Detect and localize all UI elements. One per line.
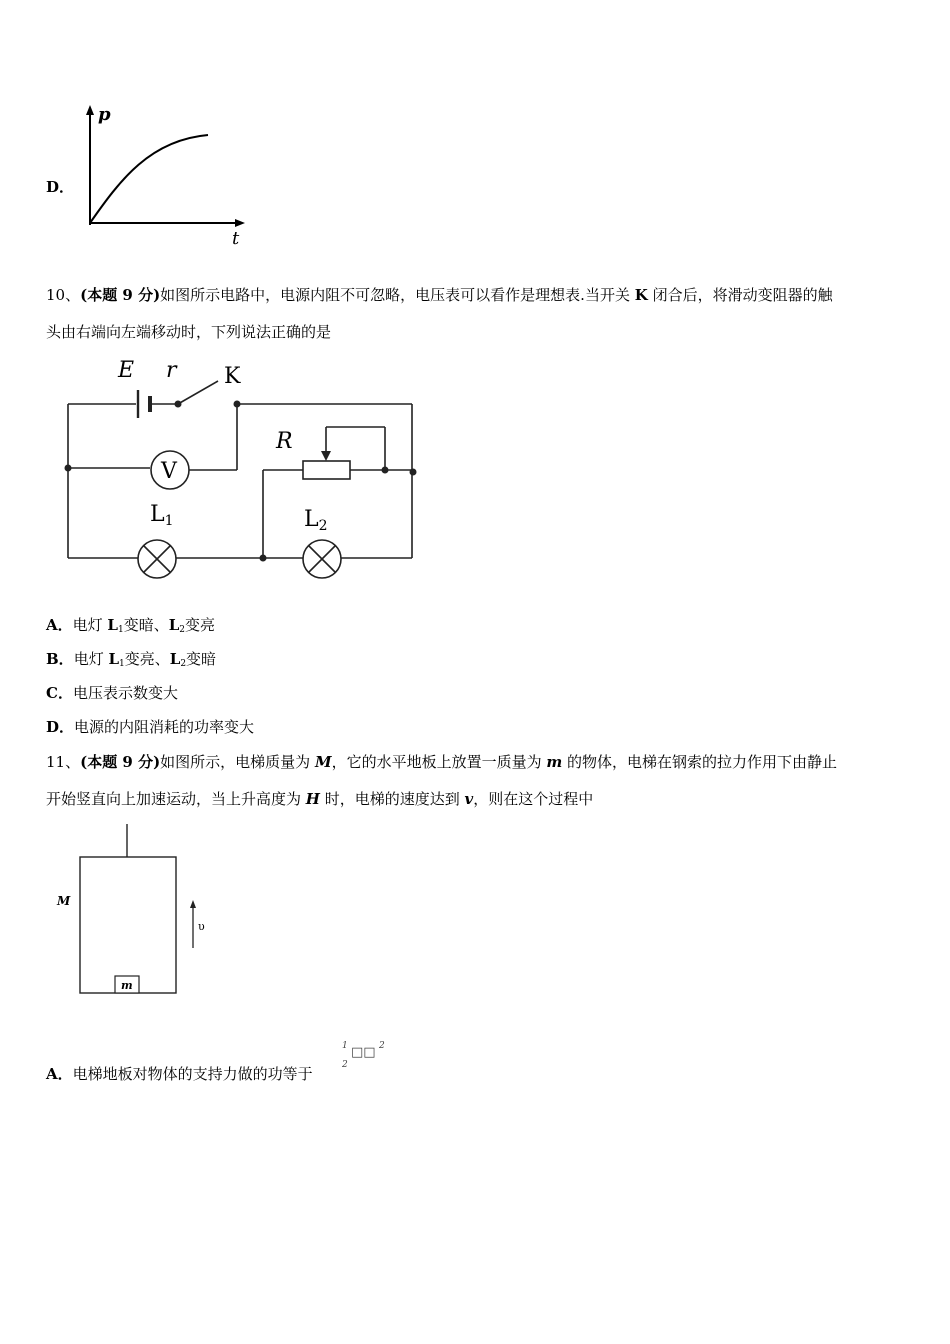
block-m-label: m (121, 979, 133, 992)
elevator-m-label: M (57, 894, 71, 908)
q10-stem-line1: 10、(本题 9 分)如图所示电路中，电源内阻不可忽略，电压表可以看作是理想表.当开关 K 闭合后，将滑动变阻器的触 (46, 286, 833, 304)
q10-option-a: A．电灯 $L_1$变暗、$L_2$变亮 (46, 616, 216, 635)
q11-elevator-figure (50, 820, 220, 1000)
rheostat (303, 461, 350, 479)
q11-stem-line1: 11、(本题 9 分)如图所示，电梯质量为 M，它的水平地板上放置一质量为 m 的物体，电梯在钢索的拉力作用下由静止 (46, 753, 837, 771)
resistor-label: R (276, 429, 293, 454)
q10-stem-line2: 头由右端向左端移动时，下列说法正确的是 (46, 323, 332, 341)
q9-graph (80, 100, 250, 250)
voltmeter-label: V (161, 459, 177, 484)
q10-option-d: D．电源的内阻消耗的功率变大 (46, 718, 255, 736)
x-axis-arrow (235, 219, 245, 227)
elevator (80, 857, 176, 993)
internal-r-label: r (166, 358, 177, 383)
x-axis-label: t (232, 228, 240, 249)
switch-blade (178, 381, 218, 404)
velocity-label: υ (198, 920, 205, 933)
y-axis-arrow (86, 105, 94, 115)
lamp-l1-label: L1 (150, 502, 174, 529)
q10-option-b: B．电灯 $L_1$变亮、$L_2$变暗 (46, 650, 217, 669)
y-axis-label: p (98, 104, 111, 125)
q11-option-a: A．电梯地板对物体的支持力做的功等于 (46, 1065, 313, 1083)
q11-stem-line2: 开始竖直向上加速运动，当上升高度为 H 时，电梯的速度达到 v，则在这个过程中 (46, 790, 594, 808)
q10-option-c: C．电压表示数变大 (46, 684, 178, 702)
q9-option-d-letter: D． (46, 178, 75, 196)
q11-option-a-formula: 1 2 □□ 2 (342, 1041, 385, 1070)
lamp-l2-label: L2 (304, 507, 328, 534)
q10-circuit (60, 355, 430, 590)
slider-arrow (321, 451, 331, 461)
switch-label: K (224, 364, 241, 389)
emf-label: E (118, 358, 135, 383)
p-curve (90, 135, 208, 223)
